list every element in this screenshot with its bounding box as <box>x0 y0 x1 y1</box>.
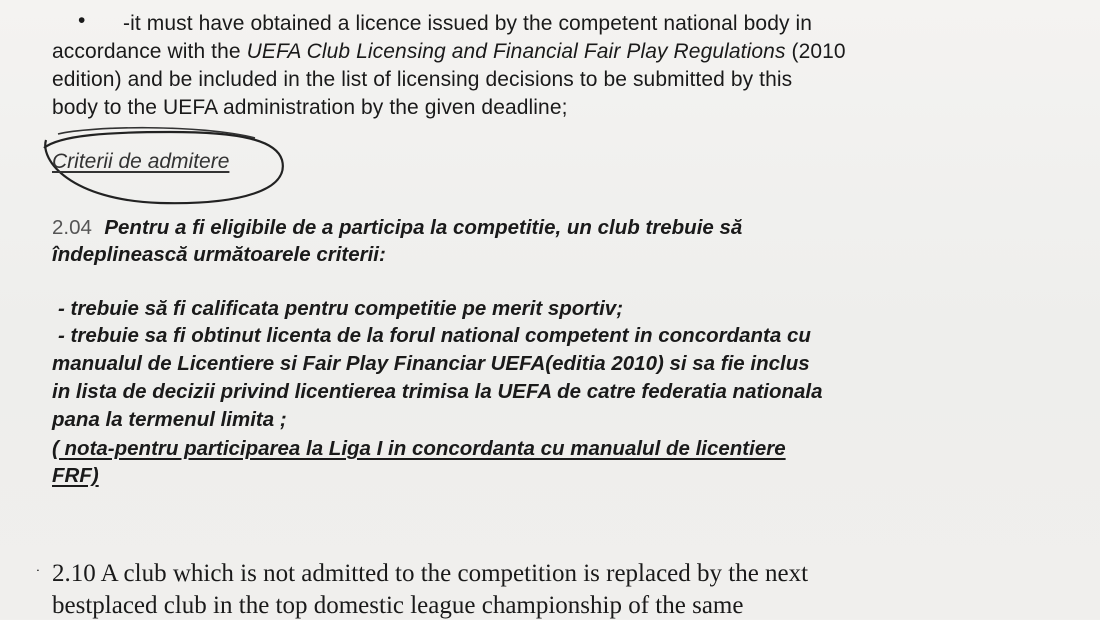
criteria-line-2: - trebuie sa fi obtinut licenta de la forul national competent in concordanta cu <box>58 324 811 347</box>
paragraph-204-line-2: îndeplinească următoarele criterii: <box>52 243 386 266</box>
paragraph-number: 2.04 <box>52 216 92 239</box>
english-line-1: -it must have obtained a licence issued by the competent national body in <box>123 12 813 35</box>
english-line-2-post: (2010 <box>785 40 846 63</box>
criteria-line-3: manualul de Licentiere si Fair Play Financiar UEFA(editia 2010) si sa fie inclus <box>52 352 810 375</box>
criteria-line-4: in lista de decizii privind licentierea trimisa la UEFA de catre federatia nationala <box>52 380 823 403</box>
section-heading: Criterii de admitere <box>52 150 230 173</box>
margin-mark: ˙ <box>36 568 42 585</box>
note-line-1: ( nota-pentru participarea la Liga I in concordanta cu manualul de licentiere <box>52 437 786 460</box>
bullet-mark: • <box>78 9 86 32</box>
criteria-line-1: - trebuie să fi calificata pentru competitie pe merit sportiv; <box>58 297 624 320</box>
english-line-3: edition) and be included in the list of licensing decisions to be submitted by this <box>52 68 793 91</box>
english-line-4: body to the UEFA administration by the given deadline; <box>52 96 568 119</box>
paragraph-210-line-1: 2.10 A club which is not admitted to the competition is replaced by the next <box>52 560 809 587</box>
paragraph-204-line-1 <box>52 216 742 240</box>
paragraph-210-line-2: bestplaced club in the top domestic league championship of the same <box>52 592 744 619</box>
regulations-title: UEFA Club Licensing and Financial Fair Play Regulations <box>246 40 786 63</box>
english-line-2 <box>52 40 846 64</box>
paragraph-204-text-1: Pentru a fi eligibile de a participa la competitie, un club trebuie să <box>104 216 743 239</box>
note-line-2: FRF) <box>52 464 99 487</box>
criteria-line-5: pana la termenul limita ; <box>52 408 287 431</box>
english-line-2-pre: accordance with the <box>52 40 247 63</box>
